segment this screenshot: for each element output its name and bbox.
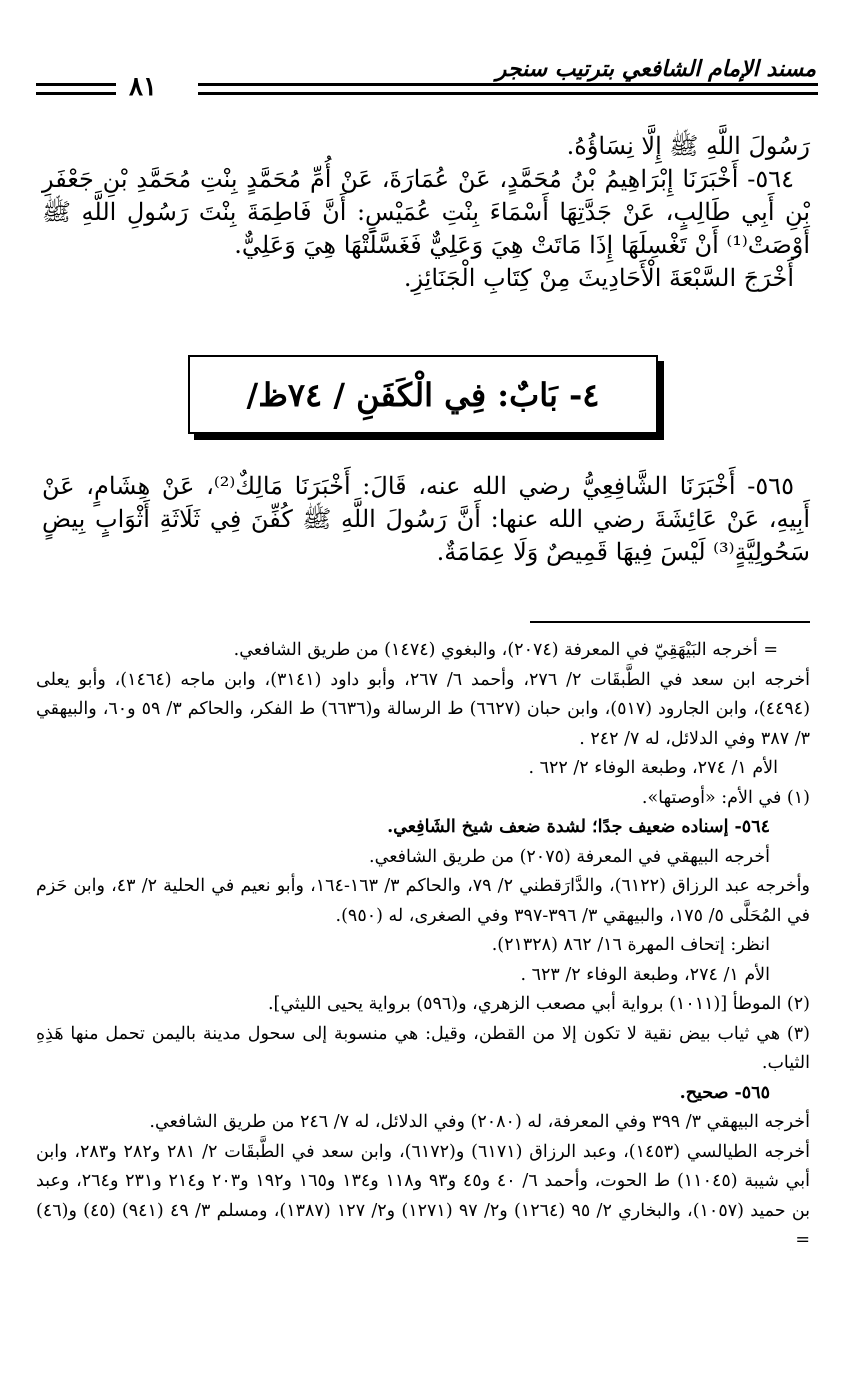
footnote-line: ٥٦٥- صحيح. [679, 1082, 770, 1103]
main-text-upper [42, 130, 810, 295]
page-number: ٨١ [129, 72, 157, 102]
chapter-heading-box [188, 355, 658, 434]
footnote-1: (١) في الأم: «أوصتها». [641, 787, 810, 808]
footnote-line: أخرجه البيهقي في المعرفة (٢٠٧٥) من طريق الشافعي. [369, 846, 770, 867]
footnote-line: الأم ١/ ٢٧٤، وطبعة الوفاء ٢/ ٦٢٣ . [520, 964, 770, 985]
text-line-closing: أَخْرَجَ السَّبْعَةَ الْأَحَادِيثَ مِنْ كِتَابِ الْجَنَائِزِ. [403, 264, 794, 292]
hadith-564: ٥٦٤- أَخْبَرَنَا إِبْرَاهِيمُ بْنُ مُحَمَّدٍ، عَنْ عُمَارَةَ، عَنْ أُمِّ مُحَمَّدٍ بِنْتِ مُحَمَّدِ بْنِ جَعْفَرِ بْنِ أَبِي طَالِبٍ، عَنْ جَدَّتِهَا أَسْمَاءَ بِنْتِ عُمَيْسٍ: أَنَّ فَاطِمَةَ بِنْتَ رَسُولِ اللَّهِ ﷺ أَوْصَتْ⁽¹⁾ أَنْ تَغْسِلَهَا إِذَا مَاتَتْ هِيَ وَعَلِيٌّ فَغَسَّلَتْهَا هِيَ وَعَلِيٌّ. [42, 165, 810, 259]
footnote-line: أخرجه الطيالسي (١٤٥٣)، وعبد الرزاق (٦١٧١) و(٦١٧٢)، وابن سعد في الطَّبقَات ٢/ ٢٨١ و٢٨٢ و٢٨٣، وابن أبي شيبة (١١٠٤٥) ط الحوت، وأحمد ٦/ ٤٠ و٤٥ و٩٣ و١١٨ و١٣٤ و١٦٥ و١٩٢ و٢٠٣ و٢١٤ و٢٣١ و٢٦٤، وعبد بن حميد (١٠٥٧)، والبخاري ٢/ ٩٥ (١٢٦٤) و٢/ ٩٧ (١٢٧١) و٢/ ١٢٧ (١٣٨٧)، ومسلم ٣/ ٤٩ (٩٤١) (٤٥) و(٤٦) = [36, 1141, 811, 1250]
header-rule-right-bottom [198, 92, 818, 95]
footnotes [36, 636, 810, 1256]
running-header [36, 52, 816, 102]
header-rule-left-bottom [36, 92, 116, 95]
chapter-heading: ٤- بَابٌ: فِي الْكَفَنِ / ٧٤ظ/ [246, 375, 600, 414]
footnote-separator [530, 621, 810, 623]
footnote-line: أخرجه ابن سعد في الطَّبقَات ٢/ ٢٧٦، وأحمد ٦/ ٢٦٧، وأبو داود (٣١٤١)، وابن ماجه (١٤٦٤)، وأبو يعلى (٤٤٩٤)، وابن الجارود (٥١٧)، وابن حبان (٦٦٢٧) ط الرسالة و(٦٦٣٦) ط الفكر، والحاكم ٣/ ٥٩ و٦٠، والبيهقي ٣/ ٣٨٧ وفي الدلائل، له ٧/ ٢٤٢ . [36, 669, 811, 749]
main-text-lower [42, 470, 810, 569]
footnote-line: وأخرجه عبد الرزاق (٦١٢٢)، والدَّارَقطني ٢/ ٧٩، والحاكم ٣/ ١٦٣-١٦٤، وأبو نعيم في الحلية ٢/ ٤٣، وابن حَزم في المُحَلَّى ٥/ ١٧٥، والبيهقي ٣/ ٣٩٦-٣٩٧ وفي الصغرى، له (٩٥٠). [36, 876, 810, 926]
footnote-line: ٥٦٤- إسناده ضعيف جدًا؛ لشدة ضعف شيخ الشَافِعي. [387, 817, 770, 837]
footnote-3: (٣) هي ثياب بيض نقية لا تكون إلا من القطن، وقيل: هي منسوبة إلى سحول مدينة باليمن تحمل منها هَذِهِ الثياب. [36, 1023, 810, 1073]
header-rule-left-top [36, 83, 116, 86]
footnote-line: الأم ١/ ٢٧٤، وطبعة الوفاء ٢/ ٦٢٢ . [528, 758, 778, 778]
hadith-565: ٥٦٥- أَخْبَرَنَا الشَّافِعِيُّ رضي الله عنه، قَالَ: أَخْبَرَنَا مَالِكٌ⁽²⁾، عَنْ هِشَامٍ، عَنْ أَبِيهِ، عَنْ عَائِشَةَ رضي الله عنها: أَنَّ رَسُولَ اللَّهِ ﷺ كُفِّنَ فِي ثَلَاثَةِ أَثْوَابٍ بِيضٍ سَحُولِيَّةٍ⁽³⁾ لَيْسَ فِيهَا قَمِيصٌ وَلَا عِمَامَةٌ. [42, 472, 810, 566]
book-title: مسند الإمام الشافعي بترتيب سنجر [495, 56, 816, 82]
footnote-line: أخرجه البيهقي ٣/ ٣٩٩ وفي المعرفة، له (٢٠٨٠) وفي الدلائل، له ٧/ ٢٤٦ من طريق الشافعي. [149, 1112, 810, 1132]
footnote-line: = أخرجه البَيْهَقِيّ في المعرفة (٢٠٧٤)، والبغوي (١٤٧٤) من طريق الشافعي. [233, 640, 778, 660]
footnote-2: (٢) الموطأ [(١٠١١) برواية أبي مصعب الزهري، و(٥٩٦) برواية يحيى الليثي]. [267, 994, 810, 1014]
header-rule-right-top [198, 83, 818, 86]
footnote-line: انظر: إتحاف المهرة ١٦/ ٨٦٢ (٢١٣٢٨). [491, 935, 770, 955]
text-line-1: رَسُولَ اللَّهِ ﷺ إِلَّا نِسَاؤُهُ. [566, 132, 810, 160]
